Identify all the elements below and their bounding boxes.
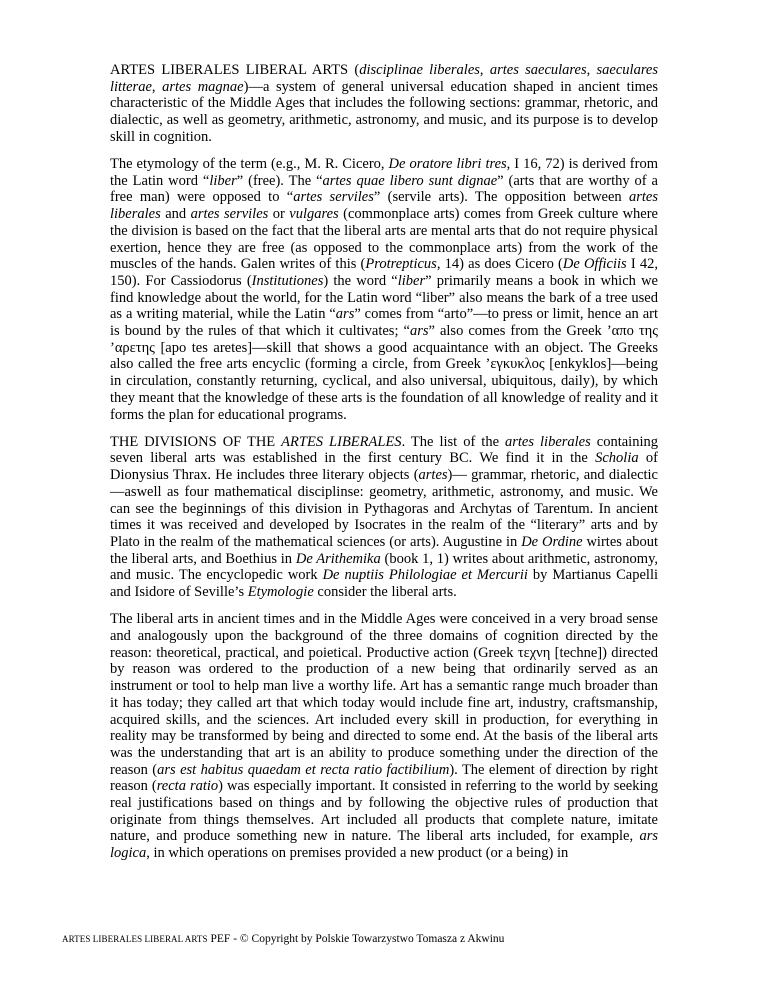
italic-text-run: artes quae libero sunt dignae bbox=[322, 172, 498, 189]
italic-text-run: De Arithemika bbox=[295, 550, 381, 567]
italic-text-run: artes bbox=[418, 467, 448, 484]
text-run: The liberal arts in ancient times and in the Middle Ages were conceived in a very broad sense and analogously upon the background of the three domains of cognition directed by the reason: theoretical, practical, and poietical. Productive action (Greek τεχνη [techne]) directed by reason was ordered to the production of a new being that ordinarily served as an instrument or tool to help man live a worthy life. Art has a semantic range much broader than it has today; they called art that which today would include fine art, industry, craftsmanship, acquired skills, and the sciences. Art included every skill in production, for everything in reality may be transformed by being and directed to some end. At the basis of the liberal arts was the understanding that art is an ability to produce something under the direction of the reason ( bbox=[110, 611, 658, 778]
italic-text-run: artes magnae bbox=[162, 78, 244, 95]
italic-text-run: liber bbox=[397, 272, 426, 289]
text-run: of Dionysius Thrax. He includes three literary objects ( bbox=[110, 450, 658, 484]
text-run: ” also comes from the Greek ’απο της ’αρετης [apo tes aretes]—skill that shows a good acquaintance with an object. The Greeks also called the free arts encyclic (forming a circle, from Greek ’εγκυκλος [enkyklos]—being in circulation, constantly returning, cyclical, and also universal, ubiquitous, daily), by which they meant that the knowledge of these arts is the foundation of all knowledge of reality and it forms the plan for educational programs. bbox=[110, 323, 658, 423]
text-run: (commonplace arts) comes from Greek culture where the division is based on the fact that the liberal arts are mental arts that do not require physical exertion, hence they are free (as opposed to the commonplace arts) from the work of the muscles of the hands. Galen writes of this ( bbox=[110, 206, 658, 273]
text-run: )— grammar, rhetoric, and dialectic—aswell as four mathematical disciplinse: geometry, arithmetic, astronomy, and music. We can see the beginnings of this division in Pythagoras and Archytas of Tarentum. In ancient times it was received and developed by Isocrates in the realm of the “literary” arts and by Plato in the realm of the mathematical sciences (or arts). Augustine in bbox=[110, 467, 658, 550]
italic-text-run: ars bbox=[335, 306, 355, 323]
paragraph-etymology bbox=[110, 156, 658, 423]
text-run: and bbox=[160, 206, 191, 223]
text-run: , I 16, 72) is derived from the Latin word “ bbox=[110, 156, 658, 189]
italic-text-run: Protrepticus bbox=[365, 256, 437, 273]
italic-text-run: Institutiones bbox=[251, 272, 324, 289]
italic-text-run: vulgares bbox=[289, 206, 339, 223]
text-run: The etymology of the term (e.g., M. R. Cicero, bbox=[110, 156, 389, 173]
italic-text-run: De oratore libri tres bbox=[388, 156, 507, 173]
text-run: I 42, 150). For Cassiodorus ( bbox=[110, 256, 658, 289]
paragraph-conception bbox=[110, 611, 658, 862]
text-run: by Martianus Capelli and Isidore of Seville’s bbox=[110, 567, 659, 601]
text-run: ARTES LIBERALES LIBERAL ARTS ( bbox=[110, 62, 360, 78]
italic-text-run: De Ordine bbox=[521, 533, 583, 550]
italic-text-run: ars est habitus quaedam et recta ratio factibilium bbox=[157, 761, 450, 778]
italic-text-run: De nuptiis Philologiae et Mercurii bbox=[322, 567, 528, 584]
text-run: ” primarily means a book in which we find knowledge about the world, for the Latin word “liber” also means the bark of a tree used as a writing material, while the Latin “ bbox=[110, 272, 658, 323]
text-run: , bbox=[479, 62, 490, 78]
text-run: THE DIVISIONS OF THE bbox=[110, 433, 282, 450]
text-run: (book 1, 1) writes about arithmetic, astronomy, and music. The encyclopedic work bbox=[110, 550, 658, 584]
italic-text-run: Etymologie bbox=[247, 584, 314, 601]
footer-entry-label: ARTES LIBERALES LIBERAL ARTS bbox=[62, 934, 208, 944]
article-body bbox=[110, 62, 658, 862]
text-run: , 14) as does Cicero ( bbox=[436, 256, 563, 273]
italic-text-run: ars logica bbox=[110, 828, 658, 862]
italic-text-run: disciplinae liberales bbox=[359, 62, 480, 78]
text-run: containing seven liberal arts was established in the first century BC. We find it in the bbox=[110, 433, 658, 467]
text-run: or bbox=[268, 206, 290, 223]
page-footer bbox=[62, 933, 504, 945]
text-run: ” (servile arts). The opposition between bbox=[373, 189, 629, 206]
text-run: ) the word “ bbox=[323, 272, 398, 289]
italic-text-run: Scholia bbox=[595, 450, 639, 467]
italic-text-run: artes serviles bbox=[293, 189, 374, 206]
text-run: ” (free). The “ bbox=[236, 172, 323, 189]
text-run: ” comes from “arto”—to press or limit, hence an art is bound by the rules of that which it cultivates; “ bbox=[110, 306, 658, 340]
italic-text-run: saeculares litterae bbox=[110, 62, 659, 95]
italic-text-run: artes liberales bbox=[110, 189, 658, 223]
text-run: , in which operations on premises provided a new product (or a being) in bbox=[146, 845, 569, 862]
text-run: ” (arts that are worthy of a free man) were opposed to “ bbox=[110, 172, 658, 206]
text-run: . The list of the bbox=[401, 433, 506, 450]
italic-text-run: De Officiis bbox=[562, 256, 627, 273]
italic-text-run: ars bbox=[409, 323, 429, 340]
text-run: ) was especially important. It consisted in referring to the world by seeking real justifications based on things and by following the objective rules of production that originate from things themselves. Art included all products that complete nature, imitate nature, and produce something new in nature. The liberal arts included, for example, bbox=[110, 778, 658, 845]
italic-text-run: ARTES LIBERALES bbox=[281, 433, 402, 450]
italic-text-run: recta ratio bbox=[156, 778, 219, 795]
italic-text-run: artes serviles bbox=[190, 206, 269, 223]
paragraph-definition bbox=[110, 62, 658, 146]
italic-text-run: liber bbox=[209, 172, 237, 189]
text-run: wirtes about the liberal arts, and Boethius in bbox=[110, 533, 659, 567]
footer-copyright: PEF - © Copyright by Polskie Towarzystwo Tomasza z Akwinu bbox=[210, 933, 505, 945]
italic-text-run: artes liberales bbox=[505, 433, 591, 450]
text-run: consider the liberal arts. bbox=[313, 584, 457, 601]
text-run: ). The element of direction by right reason ( bbox=[110, 761, 659, 795]
text-run: )—a system of general universal education shaped in ancient times characteristic of the Middle Ages that includes the following sections: grammar, rhetoric, and dialectic, as well as geometry, arithmetic, astronomy, and music, and its purpose is to develop skill in cognition. bbox=[110, 78, 658, 145]
paragraph-divisions bbox=[110, 434, 658, 601]
text-run: , bbox=[586, 62, 597, 78]
italic-text-run: artes saeculares bbox=[489, 62, 587, 78]
text-run: , bbox=[151, 78, 163, 95]
